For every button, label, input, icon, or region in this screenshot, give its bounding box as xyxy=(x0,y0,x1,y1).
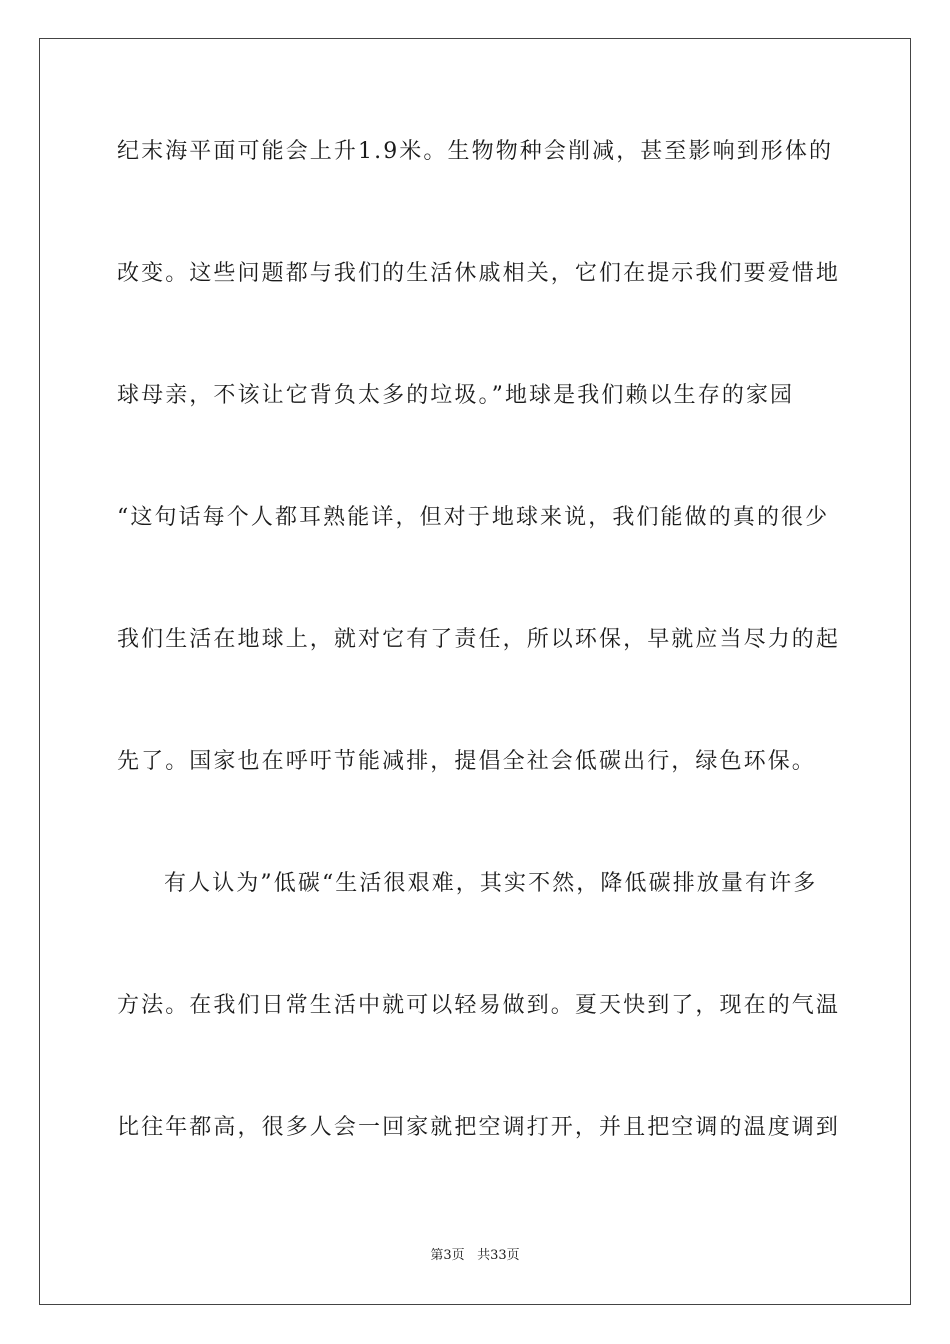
page-number: 第3页 xyxy=(430,1248,465,1263)
text-line: 改变。这些问题都与我们的生活休戚相关，它们在提示我们要爱惜地 xyxy=(117,261,841,286)
text-line: 比往年都高，很多人会一回家就把空调打开，并且把空调的温度调到 xyxy=(117,1115,841,1140)
text-line: 纪末海平面可能会上升1.9米。生物物种会削减，甚至影响到形体的 xyxy=(117,139,834,164)
text-line: 球母亲，不该让它背负太多的垃圾。”地球是我们赖以生存的家园 xyxy=(117,383,795,408)
text-line: 方法。在我们日常生活中就可以轻易做到。夏天快到了，现在的气温 xyxy=(117,993,841,1018)
total-pages: 共33页 xyxy=(477,1248,520,1263)
text-line: 先了。国家也在呼吁节能减排，提倡全社会低碳出行，绿色环保。 xyxy=(117,749,816,774)
text-line: “这句话每个人都耳熟能详，但对于地球来说，我们能做的真的很少 xyxy=(117,505,830,530)
page-footer xyxy=(0,1247,950,1265)
paragraph-first-line: 有人认为”低碳“生活很艰难，其实不然，降低碳排放量有许多 xyxy=(164,871,818,896)
text-line: 我们生活在地球上，就对它有了责任，所以环保，早就应当尽力的起 xyxy=(117,627,841,652)
